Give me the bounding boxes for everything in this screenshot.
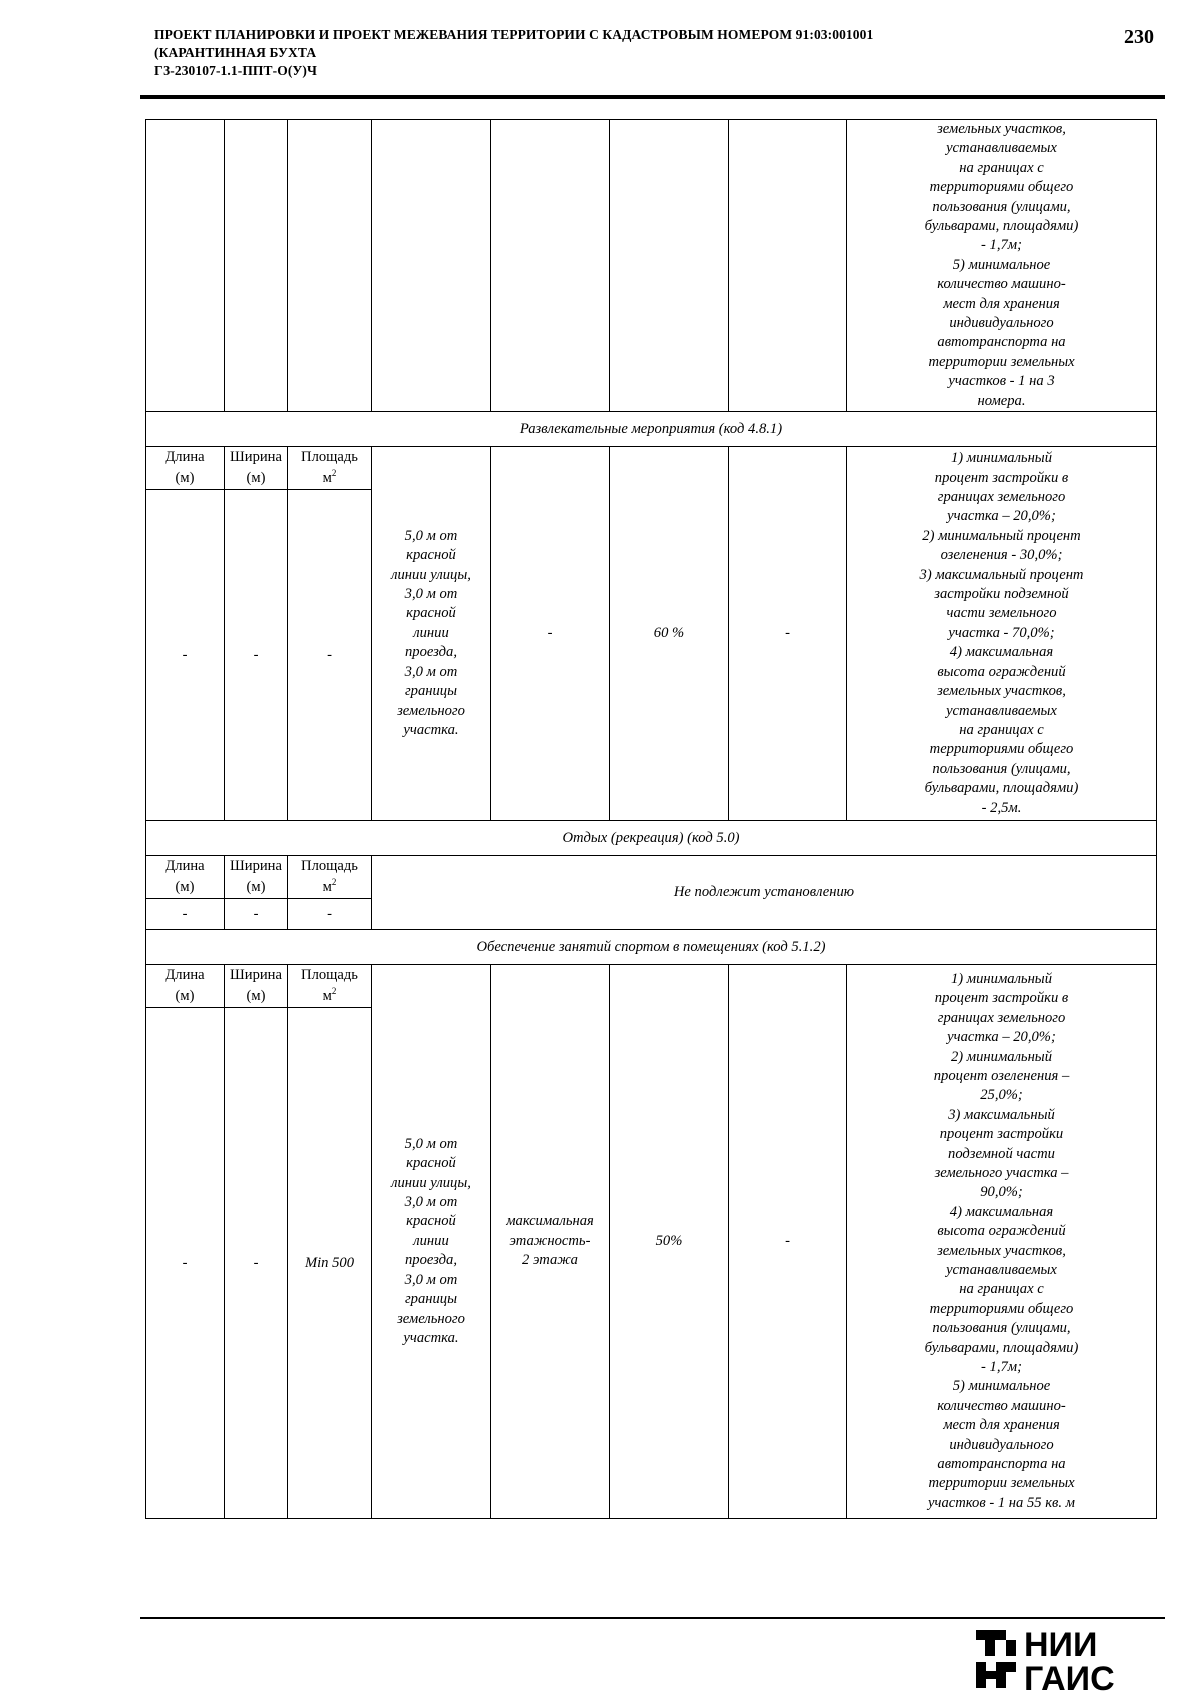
footer-rule: [140, 1617, 1165, 1619]
cell-area: -: [288, 899, 372, 930]
header-document-code: ГЗ-230107-1.1-ППТ-О(У)Ч: [154, 63, 318, 78]
header-area: Площадь $м^2$: [288, 856, 372, 899]
header-rule: [140, 95, 1165, 99]
cell-notes: 1) минимальный процент застройки в границах земельного участка – 20,0%; 2) минимальный процент озеленения - 30,0%; 3) максимальный процент застройки подземной части земельного участка - 70,0%; 4) максимальная высота ограждений земельных участков, устанавливаемых на границах с территориями общего пользования (улицами, бульварами, площадями) - 2,5м.: [847, 447, 1157, 821]
cell-width: -: [225, 490, 288, 821]
cell-width: -: [225, 899, 288, 930]
cell-empty: [491, 120, 610, 412]
cell-coverage: 50%: [610, 965, 729, 1519]
cell-width: -: [225, 1008, 288, 1519]
continuation-notes: земельных участков, устанавливаемых на границах с территориями общего пользования (улицами, бульварами, площадями) - 1,7м; 5) минимальное количество машино- мест для хранения индивидуального автотранспорта на территории земельных участков - 1 на 3 номера.: [847, 120, 1157, 412]
cell-empty: [225, 120, 288, 412]
logo-mark-icon: [976, 1630, 1016, 1688]
page-number: 230: [1124, 26, 1154, 48]
cell-floors: -: [491, 447, 610, 821]
cell-length: -: [146, 490, 225, 821]
header-area: Площадь $м^2$: [288, 965, 372, 1008]
table-row-header: [146, 856, 1157, 899]
header-width: Ширина (м): [225, 965, 288, 1008]
header-length: Длина (м): [146, 965, 225, 1008]
logo-text-bottom: ГАИС: [1024, 1660, 1115, 1696]
header-title-line2: (КАРАНТИННАЯ БУХТА: [154, 45, 317, 60]
cell-empty: [729, 120, 847, 412]
header-title-line1: ПРОЕКТ ПЛАНИРОВКИ И ПРОЕКТ МЕЖЕВАНИЯ ТЕРРИТОРИИ С КАДАСТРОВЫМ НОМЕРОМ 91:03:001001: [154, 27, 874, 42]
cell-length: -: [146, 1008, 225, 1519]
document-header: [154, 26, 1104, 80]
table-row-continuation: [146, 120, 1157, 412]
section-title: Развлекательные мероприятия (код 4.8.1): [146, 412, 1157, 447]
cell-empty: [146, 120, 225, 412]
cell-setback: 5,0 м от красной линии улицы, 3,0 м от красной линии проезда, 3,0 м от границы земельного участка.: [372, 447, 491, 821]
cell-setback: 5,0 м от красной линии улицы, 3,0 м от красной линии проезда, 3,0 м от границы земельного участка.: [372, 965, 491, 1519]
header-width: Ширина (м): [225, 447, 288, 490]
cell-area: -: [288, 490, 372, 821]
company-logo: [976, 1624, 1166, 1696]
cell-other: -: [729, 447, 847, 821]
header-length: Длина (м): [146, 447, 225, 490]
header-width: Ширина (м): [225, 856, 288, 899]
cell-not-applicable: Не подлежит установлению: [372, 856, 1157, 930]
section-title-row: [146, 412, 1157, 447]
section-title: Отдых (рекреация) (код 5.0): [146, 821, 1157, 856]
header-length: Длина (м): [146, 856, 225, 899]
cell-empty: [372, 120, 491, 412]
regulations-table: [145, 119, 1157, 1519]
section-title-row: [146, 821, 1157, 856]
cell-length: -: [146, 899, 225, 930]
section-title-row: [146, 930, 1157, 965]
cell-area: Min 500: [288, 1008, 372, 1519]
cell-empty: [288, 120, 372, 412]
section-title: Обеспечение занятий спортом в помещениях (код 5.1.2): [146, 930, 1157, 965]
logo-text-top: НИИ: [1024, 1626, 1098, 1664]
cell-coverage: 60 %: [610, 447, 729, 821]
header-area: Площадь $м^2$: [288, 447, 372, 490]
cell-empty: [610, 120, 729, 412]
table-row-header: [146, 447, 1157, 490]
cell-notes: 1) минимальный процент застройки в границах земельного участка – 20,0%; 2) минимальный процент озеленения – 25,0%; 3) максимальный процент застройки подземной части земельного участка – 90,0%; 4) максимальная высота ограждений земельных участков, устанавливаемых на границах с территориями общего пользования (улицами, бульварами, площадями) - 1,7м; 5) минимальное количество машино- мест для хранения индивидуального автотранспорта на территории земельных участков - 1 на 55 кв. м: [847, 965, 1157, 1519]
cell-other: -: [729, 965, 847, 1519]
cell-floors: максимальная этажность- 2 этажа: [491, 965, 610, 1519]
table-row-header: [146, 965, 1157, 1008]
